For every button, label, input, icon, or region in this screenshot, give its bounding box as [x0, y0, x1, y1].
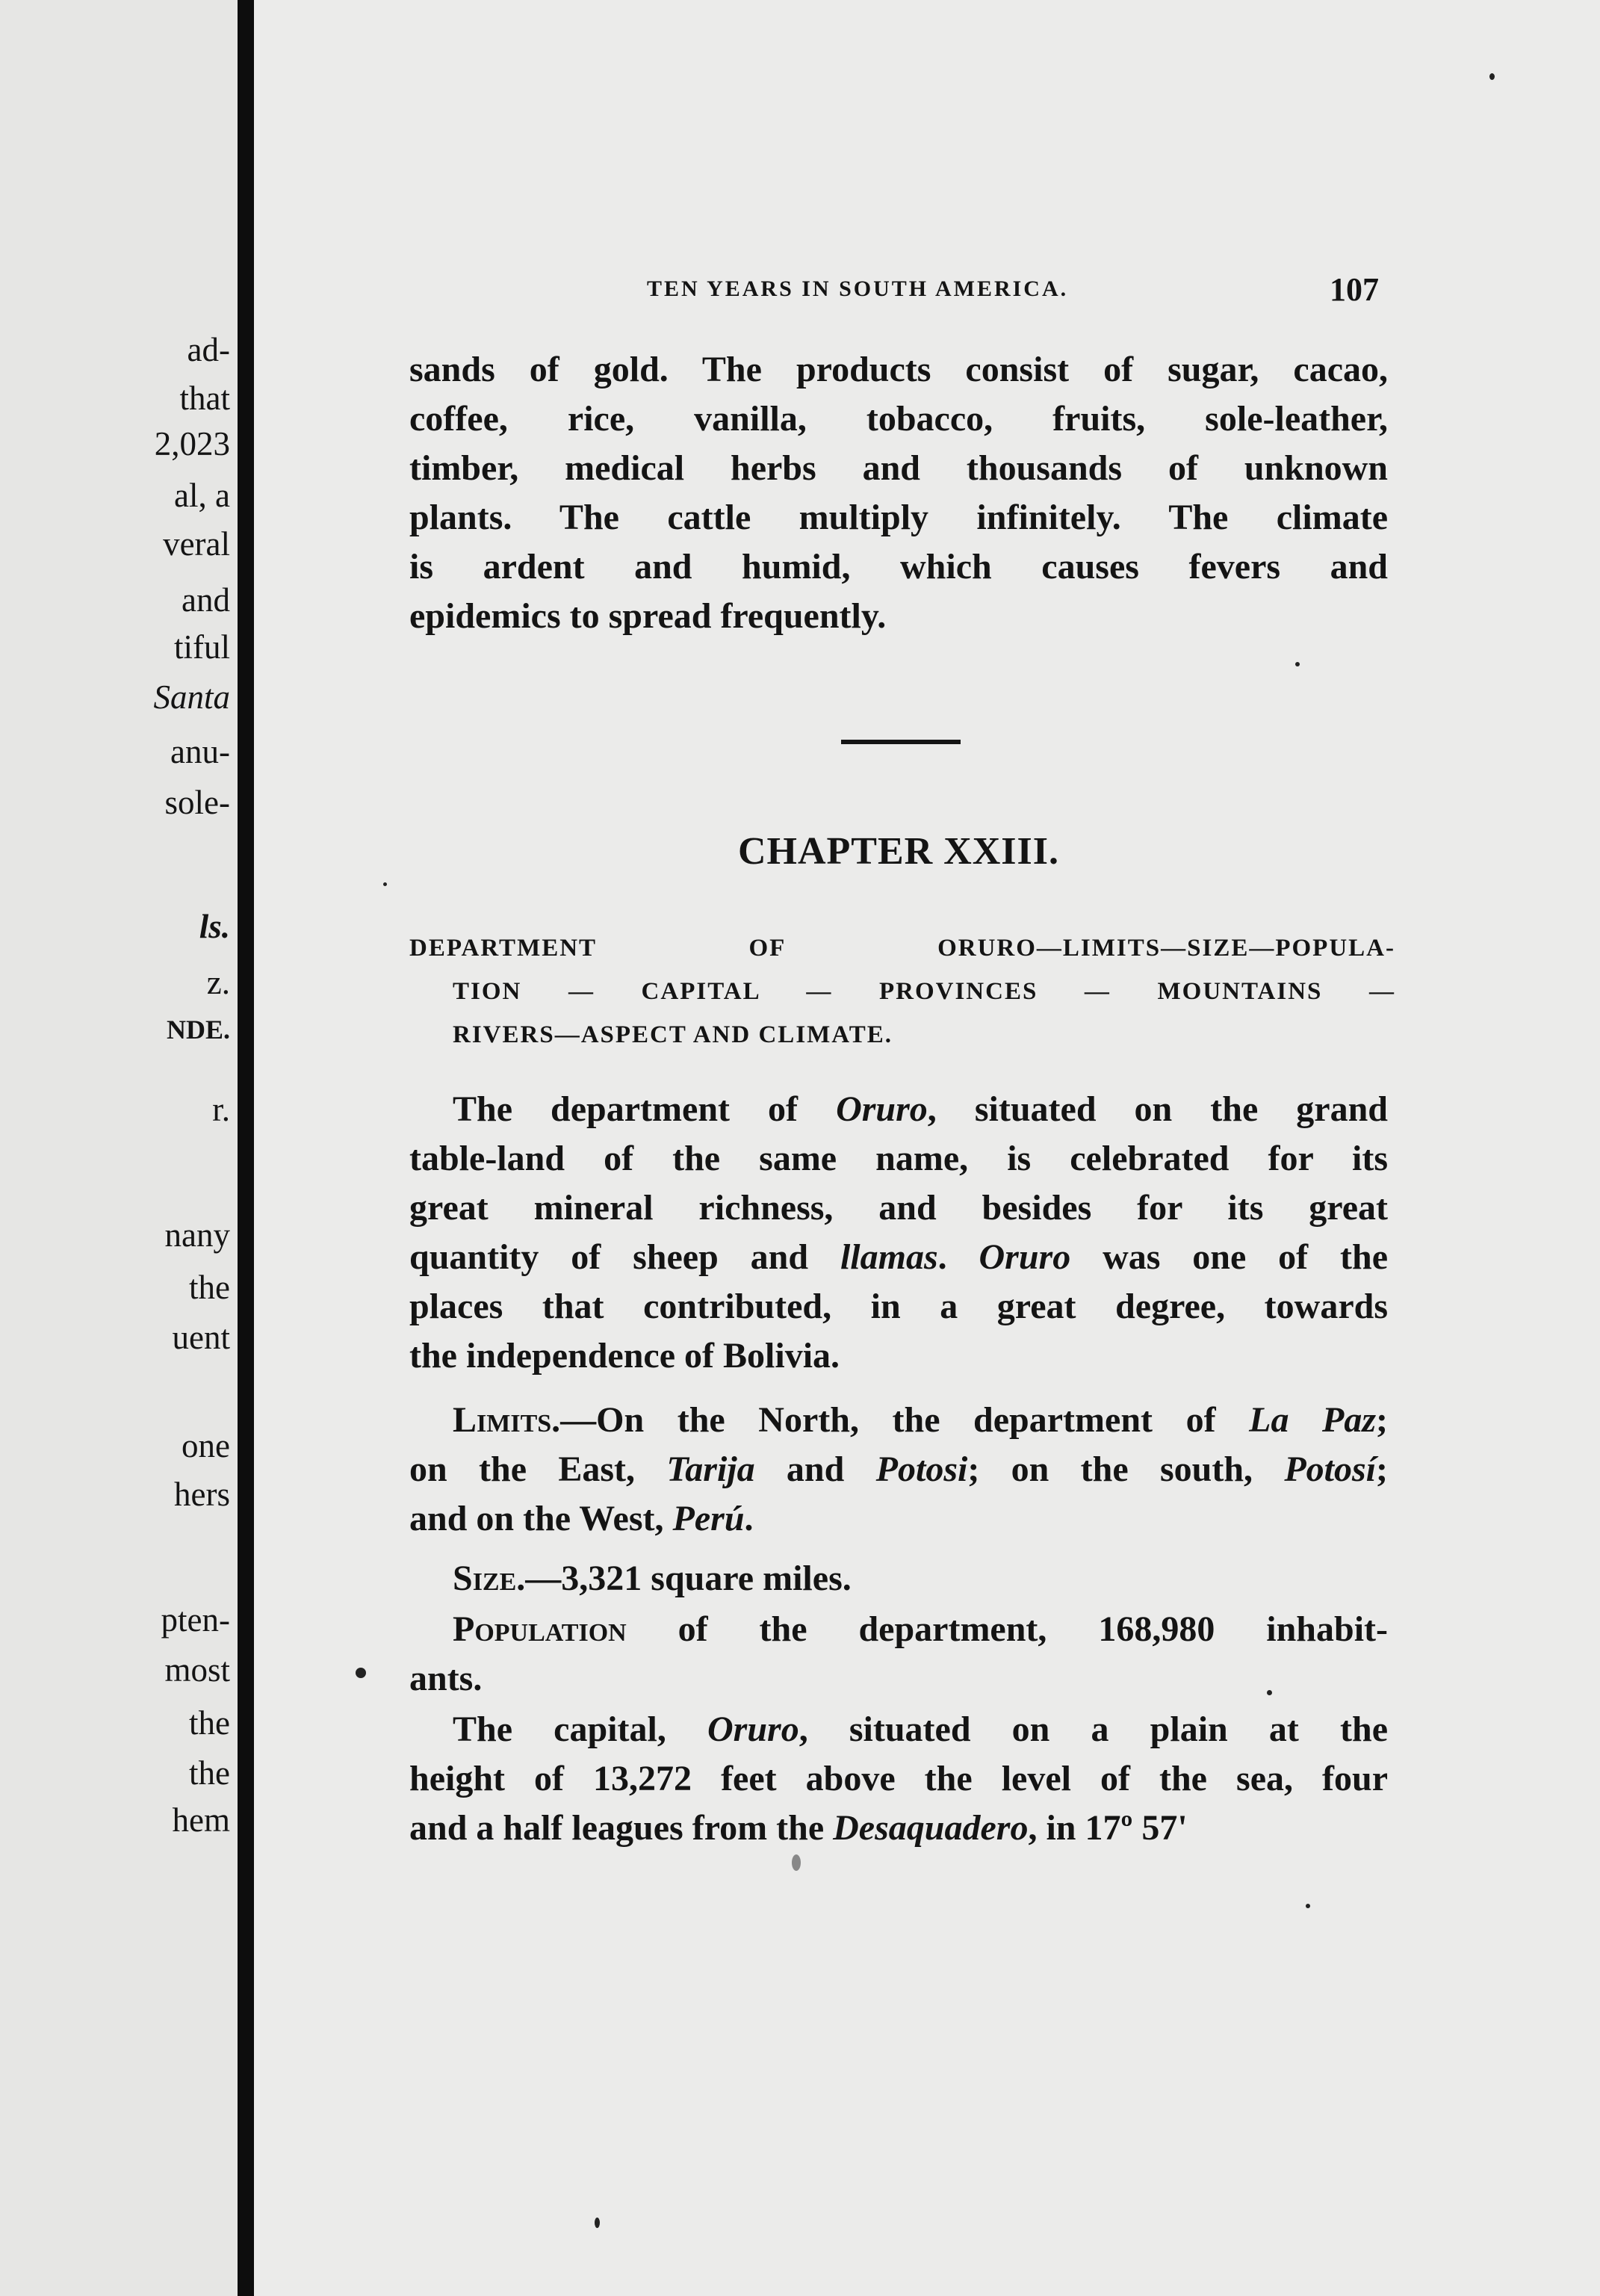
text-line [409, 1396, 1388, 1445]
section-label: Size [453, 1559, 517, 1598]
text-line [409, 1705, 1388, 1754]
text-run: and [754, 1449, 876, 1489]
intro-paragraph [409, 1085, 1388, 1381]
text-run: of the department, 168,980 inhabit- [626, 1609, 1388, 1649]
size-paragraph [409, 1554, 1388, 1603]
scan-speck [383, 882, 387, 886]
text-line [409, 1494, 1388, 1544]
text-line: timber, medical herbs and thousands of unknown [409, 448, 1388, 488]
summary-line: TION — CAPITAL — PROVINCES — MOUNTAINS — [453, 978, 1395, 1005]
text-run: .—On the North, the department of [551, 1400, 1250, 1440]
facing-page-fragment: r. [212, 1091, 230, 1128]
facing-page-fragment: that [179, 380, 230, 417]
place-name: Potosí [1284, 1449, 1377, 1489]
facing-page-fragment: 2,023 [154, 425, 230, 462]
place-name: Potosi [875, 1449, 968, 1489]
text-line [409, 1085, 1388, 1134]
page-number: 107 [1330, 271, 1379, 308]
book-gutter [238, 0, 254, 2296]
text-line: coffee, rice, vanilla, tobacco, fruits, sole-leather, [409, 399, 1388, 439]
text-run: was one of the [1070, 1237, 1389, 1277]
population-paragraph [409, 1605, 1388, 1704]
summary-line: RIVERS—ASPECT AND CLIMATE. [453, 1021, 893, 1048]
facing-page-fragment: ls. [199, 908, 230, 945]
facing-page-fragment: z. [206, 964, 230, 1001]
scan-speck [1306, 1904, 1310, 1908]
limits-paragraph [409, 1396, 1388, 1544]
text-run: The capital, [453, 1709, 707, 1749]
facing-page-fragment: the [189, 1704, 230, 1742]
facing-page-fragment: tiful [174, 628, 230, 666]
capital-paragraph [409, 1705, 1388, 1853]
text-line [409, 1554, 1388, 1603]
chapter-summary [409, 926, 1395, 1056]
text-run: . [937, 1237, 979, 1277]
text-run: on the East, [409, 1449, 667, 1489]
text-run: The department of [453, 1089, 837, 1129]
place-name: Perú [672, 1499, 745, 1538]
text-line: plants. The cattle multiply infinitely. The climate [409, 498, 1388, 537]
text-run: ; [1376, 1449, 1389, 1489]
facing-page-fragment: one [182, 1427, 230, 1464]
facing-page-fragment: pten- [161, 1601, 230, 1639]
place-name: Tarija [666, 1449, 755, 1489]
facing-page-fragment: nany [164, 1216, 230, 1254]
place-name: Oruro [707, 1709, 799, 1749]
text-run: , in 17º 57' [1028, 1808, 1188, 1848]
text-run: ; [1376, 1400, 1388, 1440]
facing-page [0, 0, 238, 2296]
scan-speck [792, 1854, 801, 1871]
text-run: .—3,321 square miles. [516, 1559, 852, 1598]
text-line: epidemics to spread frequently. [409, 596, 887, 636]
italic-term: llamas [840, 1237, 938, 1277]
text-line [409, 1233, 1388, 1282]
text-line: the independence of Bolivia. [409, 1336, 840, 1376]
text-line [409, 1445, 1388, 1494]
text-run: and a half leagues from the [409, 1808, 834, 1848]
text-run: ; on the south, [967, 1449, 1285, 1489]
place-name: La Paz [1249, 1400, 1377, 1440]
section-label: Population [453, 1609, 627, 1649]
scan-speck [1267, 1690, 1272, 1695]
text-run: . [744, 1499, 754, 1538]
text-line: ants. [409, 1659, 483, 1698]
text-run: and on the West, [409, 1499, 673, 1538]
scan-speck [595, 2218, 600, 2228]
text-line: great mineral richness, and besides for its great [409, 1188, 1388, 1228]
facing-page-fragment: and [182, 581, 230, 619]
text-line: table-land of the same name, is celebrated for its [409, 1139, 1388, 1178]
text-line: places that contributed, in a great degree, towards [409, 1287, 1388, 1326]
facing-page-fragment: ad- [187, 331, 230, 368]
section-label: Limits [453, 1400, 552, 1440]
text-line: height of 13,272 feet above the level of the sea, four [409, 1759, 1388, 1798]
section-divider-rule [841, 740, 961, 744]
text-run: quantity of sheep and [409, 1237, 840, 1277]
facing-page-fragment: Santa [153, 678, 230, 716]
scan-speck [356, 1668, 366, 1678]
place-name: Desaquadero [833, 1808, 1029, 1848]
chapter-title: CHAPTER XXIII. [737, 830, 1060, 873]
facing-page-fragment: hem [172, 1801, 230, 1839]
facing-page-fragment: the [189, 1754, 230, 1792]
facing-page-fragment: veral [163, 525, 230, 563]
running-head: TEN YEARS IN SOUTH AMERICA. [647, 276, 1069, 301]
summary-line: DEPARTMENT OF ORURO—LIMITS—SIZE—POPULA- [409, 935, 1395, 962]
facing-page-fragment: anu- [170, 733, 230, 770]
text-line: is ardent and humid, which causes fevers and [409, 547, 1388, 587]
text-run: , situated on the grand [927, 1089, 1389, 1129]
facing-page-fragment: uent [172, 1319, 230, 1356]
facing-page-fragment: the [189, 1269, 230, 1306]
facing-page-fragment: al, a [174, 477, 230, 514]
facing-page-fragment: sole- [164, 784, 230, 821]
facing-page-fragment: most [164, 1651, 230, 1689]
text-run: , situated on a plain at the [799, 1709, 1389, 1749]
opening-paragraph [409, 345, 1388, 641]
place-name: Oruro [836, 1089, 928, 1129]
text-line: sands of gold. The products consist of sugar, cacao, [409, 350, 1388, 389]
facing-page-fragment: NDE. [166, 1015, 230, 1045]
text-line [409, 1804, 1388, 1853]
scan-speck [1295, 662, 1300, 666]
facing-page-fragment: hers [174, 1476, 230, 1513]
scan-speck [1489, 73, 1495, 80]
place-name: Oruro [979, 1237, 1071, 1277]
text-line [409, 1605, 1388, 1654]
